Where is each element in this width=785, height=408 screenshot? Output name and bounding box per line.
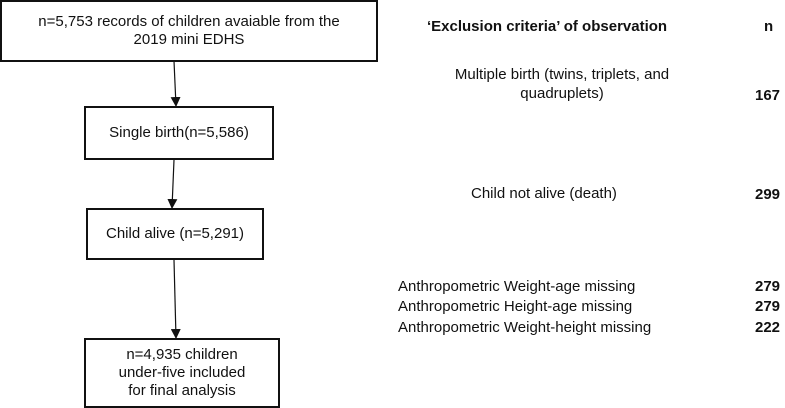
- exclusion-multiple-birth: [412, 65, 712, 103]
- exclusion-height-age-n: 279: [755, 298, 781, 315]
- arrow-2: [172, 160, 174, 208]
- arrow-3: [174, 260, 176, 338]
- exclusion-weight-age: Anthropometric Weight-age missing: [398, 278, 636, 295]
- flow-box-child-alive-label: Child alive (n=5,291): [106, 225, 244, 242]
- arrow-1: [174, 61, 176, 106]
- exclusion-weight-height: Anthropometric Weight-height missing: [398, 319, 652, 336]
- exclusion-header-n: n: [764, 18, 774, 35]
- exclusion-child-not-alive-n: 299: [755, 186, 781, 203]
- exclusion-child-not-alive: Child not alive (death): [471, 185, 617, 202]
- exclusion-multiple-birth-line-1: Multiple birth (twins, triplets, and: [454, 66, 670, 83]
- exclusion-height-age: Anthropometric Height-age missing: [398, 298, 633, 315]
- flow-box-records-line-1: n=5,753 records of children avaiable from the: [38, 13, 340, 30]
- flow-box-final-analysis: [84, 338, 280, 408]
- exclusion-multiple-birth-n: 167: [755, 87, 781, 104]
- exclusion-header-criteria: ‘Exclusion criteria’ of observation: [427, 18, 668, 35]
- flow-box-single-birth: [84, 106, 274, 160]
- flow-box-records: [0, 0, 378, 62]
- exclusion-weight-height-n: 222: [755, 319, 781, 336]
- flow-box-child-alive: [86, 208, 264, 260]
- flow-box-records-line-2: 2019 mini EDHS: [133, 31, 245, 48]
- flow-box-final-line-3: for final analysis: [128, 382, 236, 399]
- flow-box-final-line-2: under-five included: [118, 364, 246, 381]
- exclusion-multiple-birth-line-2: quadruplets): [520, 85, 604, 102]
- flow-box-final-line-1: n=4,935 children: [126, 346, 238, 363]
- flow-box-single-birth-label: Single birth(n=5,586): [109, 124, 249, 141]
- exclusion-weight-age-n: 279: [755, 278, 781, 295]
